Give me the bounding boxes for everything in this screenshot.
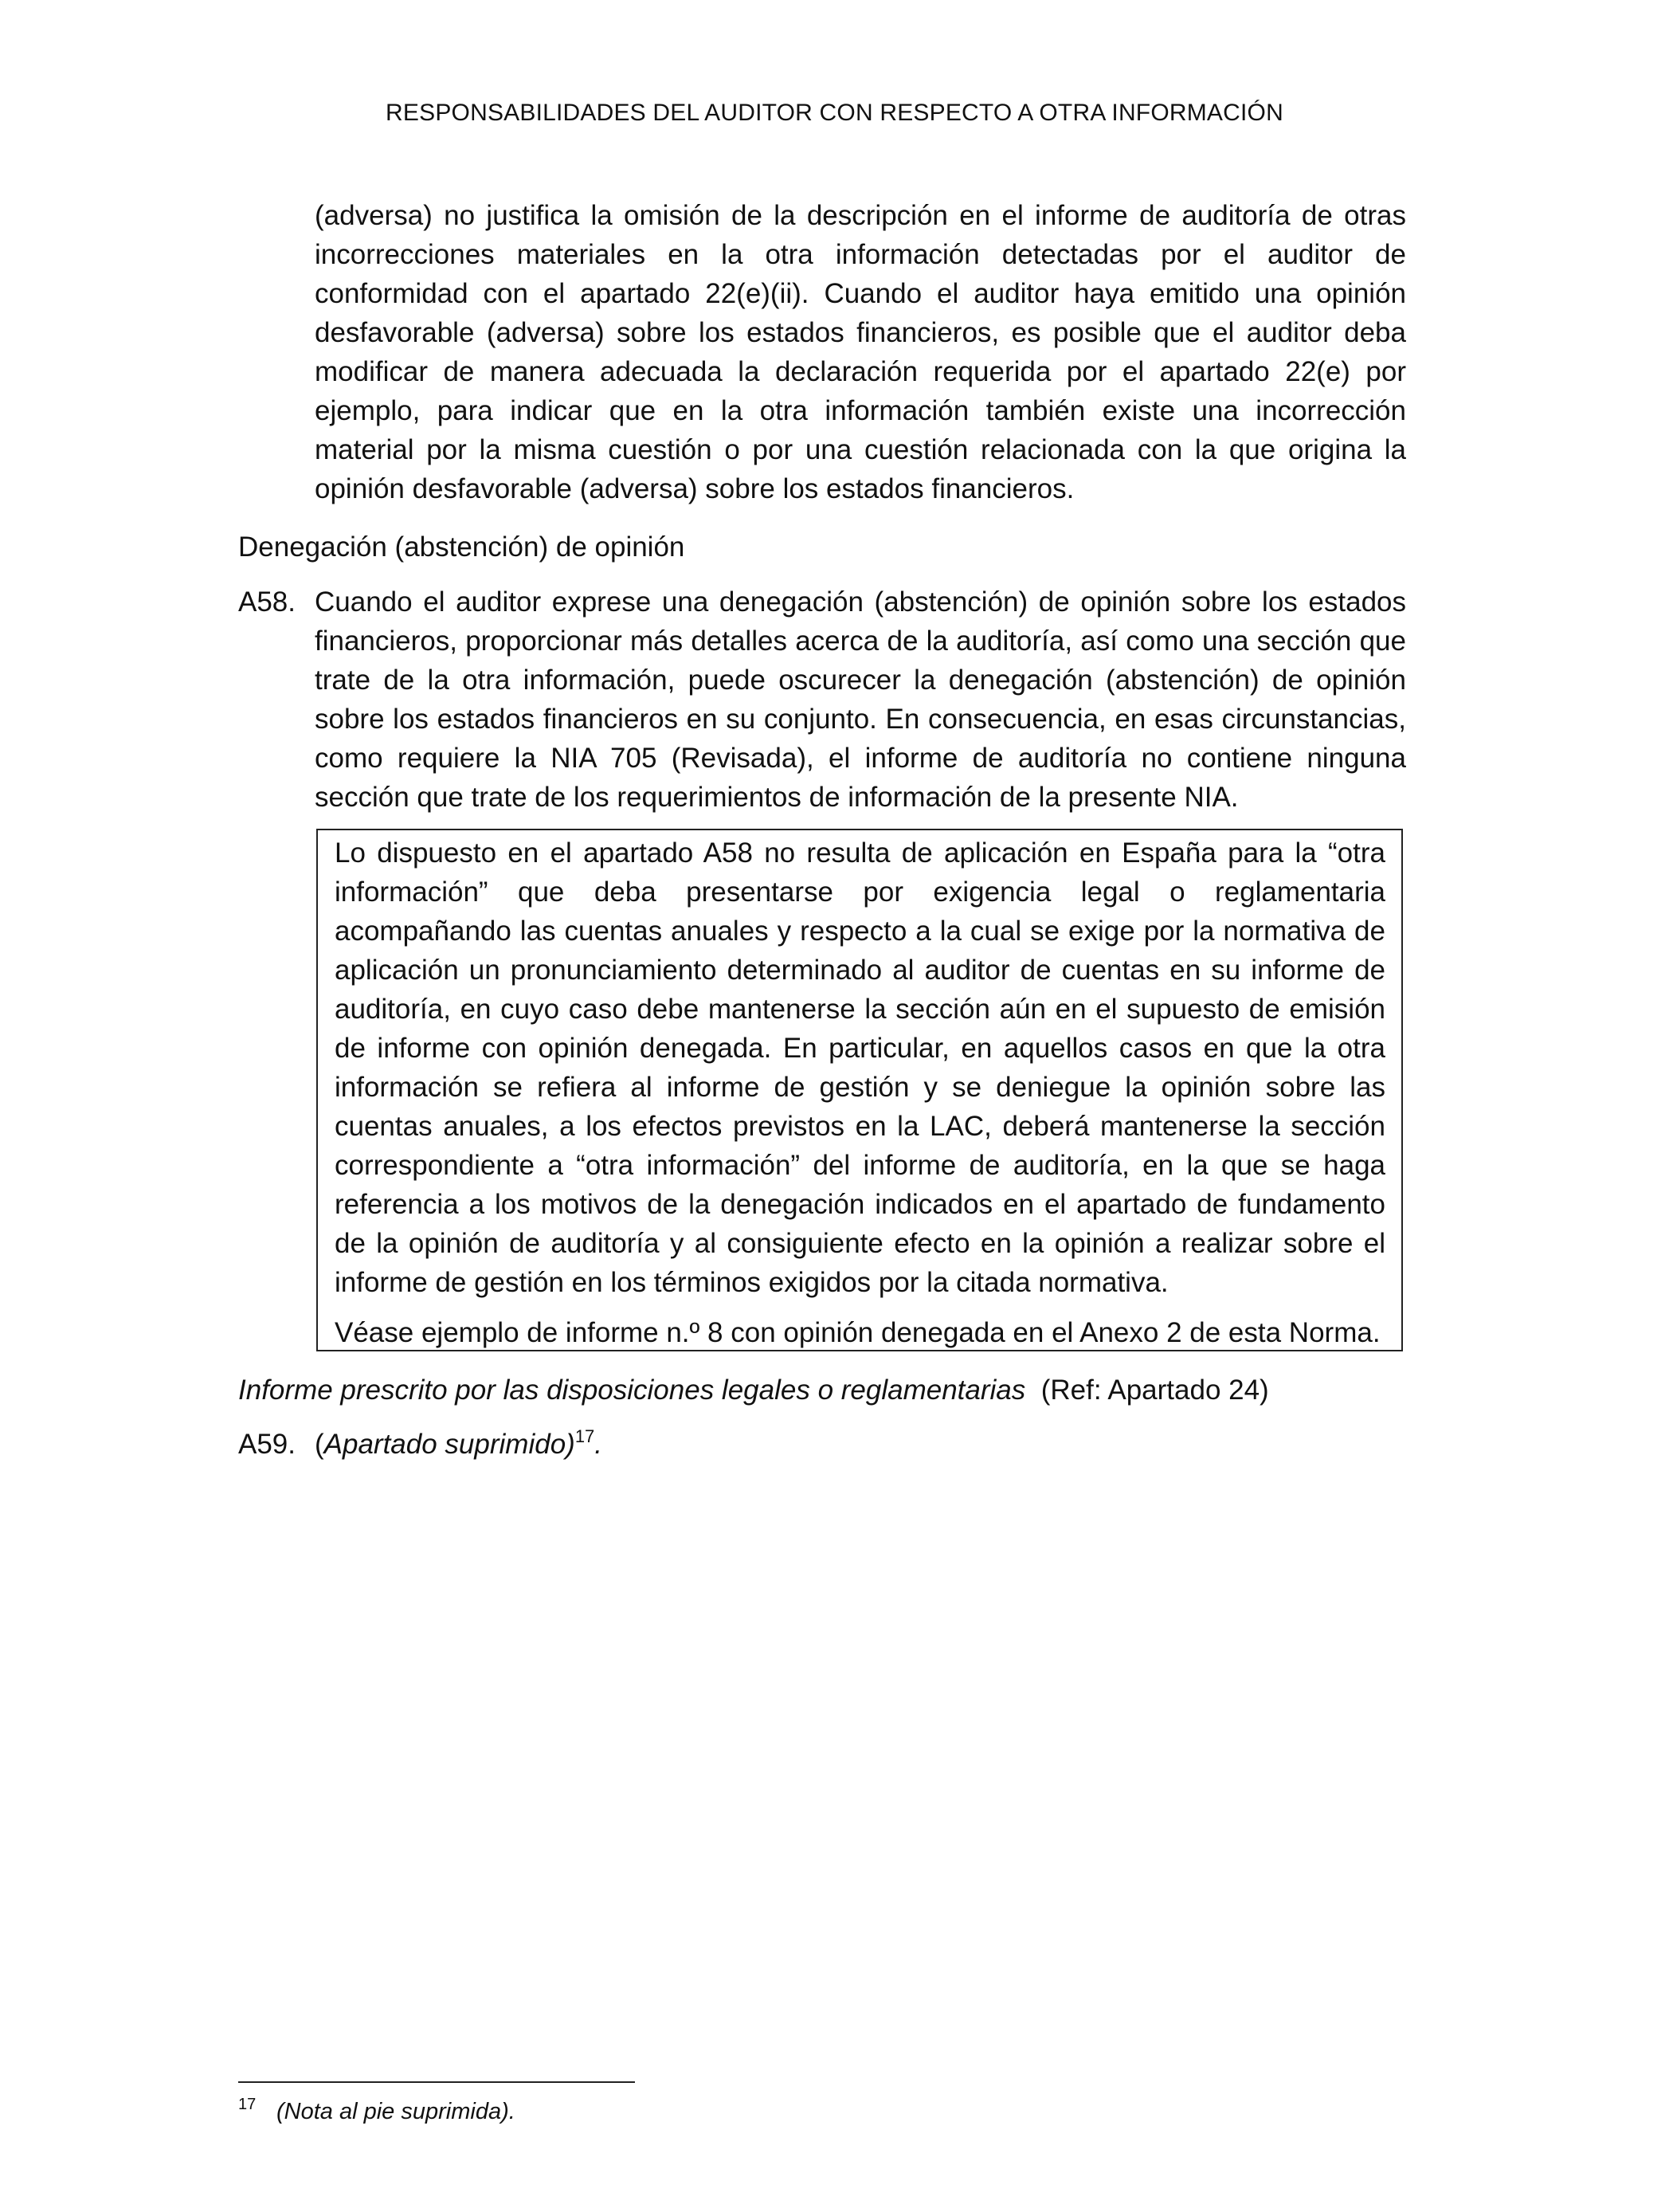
footnote-text: (Nota al pie suprimida). <box>276 2099 515 2124</box>
prescribed-heading-title: Informe prescrito por las disposiciones legales o reglamentarias <box>238 1375 1026 1406</box>
a59-open-paren: ( <box>315 1429 324 1460</box>
footnote-reference-17[interactable]: 17 <box>574 1426 595 1446</box>
a59-text: Apartado suprimido) <box>323 1429 575 1460</box>
a59-trailing: . <box>594 1429 603 1460</box>
paragraph-number-a58: A58. <box>238 586 296 618</box>
note-paragraph-2: Véase ejemplo de informe n.º 8 con opinión denegada en el Anexo 2 de esta Norma. <box>335 1317 1381 1348</box>
prescribed-heading <box>238 1371 1269 1410</box>
continuation-paragraph: (adversa) no justifica la omisión de la descripción en el informe de auditoría de otras incorrecciones materiales en la otra información detectadas por el auditor de conformidad con el apartado 22(e)(ii). Cuando el auditor haya emitido una opinión desfavorable (adversa) sobre los estados financieros, es posible que el auditor deba modificar de manera adecuada la declaración requerida por el apartado 22(e) por ejemplo, para indicar que en la otra información también existe una incorrección material por la misma cuestión o por una cuestión relacionada con la que origina la opinión desfavorable (adversa) sobre los estados financieros. <box>315 200 1406 504</box>
section-heading-denegacion: Denegación (abstención) de opinión <box>238 531 685 563</box>
paragraph-a58: Cuando el auditor exprese una denegación (abstención) de opinión sobre los estados financieros, proporcionar más detalles acerca de la auditoría, así como una sección que trate de la otra información, puede oscurecer la denegación (abstención) de opinión sobre los estados financieros en su conjunto. En consecuencia, en esas circunstancias, como requiere la NIA 705 (Revisada), el informe de auditoría no contiene ninguna sección que trate de los requerimientos de información de la presente NIA. <box>315 586 1406 813</box>
spain-note-box <box>316 829 1403 1351</box>
footnote-17: 17 (Nota al pie suprimida). <box>238 2096 515 2124</box>
note-paragraph-1: Lo dispuesto en el apartado A58 no resulta de aplicación en España para la “otra información” que deba presentarse por exigencia legal o reglamentaria acompañando las cuentas anuales y respecto a la cual se exige por la normativa de aplicación un pronunciamiento determinado al auditor de cuentas en su informe de auditoría, en cuyo caso debe mantenerse la sección aún en el supuesto de emisión de informe con opinión denegada. En particular, en aquellos casos en que la otra información se refiera al informe de gestión y se deniegue la opinión sobre las cuentas anuales, a los efectos previstos en la LAC, deberá mantenerse la sección correspondiente a “otra información” del informe de auditoría, en la que se haga referencia a los motivos de la denegación indicados en el apartado de fundamento de la opinión de auditoría y al consiguiente efecto en la opinión a realizar sobre el informe de gestión en los términos exigidos por la citada normativa. <box>335 837 1385 1298</box>
prescribed-heading-reference: (Ref: Apartado 24) <box>1040 1375 1269 1406</box>
paragraph-a59 <box>315 1425 602 1464</box>
page-header: RESPONSABILIDADES DEL AUDITOR CON RESPECTO A OTRA INFORMACIÓN <box>386 100 1283 126</box>
footnote-separator <box>238 2081 635 2083</box>
paragraph-number-a59: A59. <box>238 1429 296 1460</box>
